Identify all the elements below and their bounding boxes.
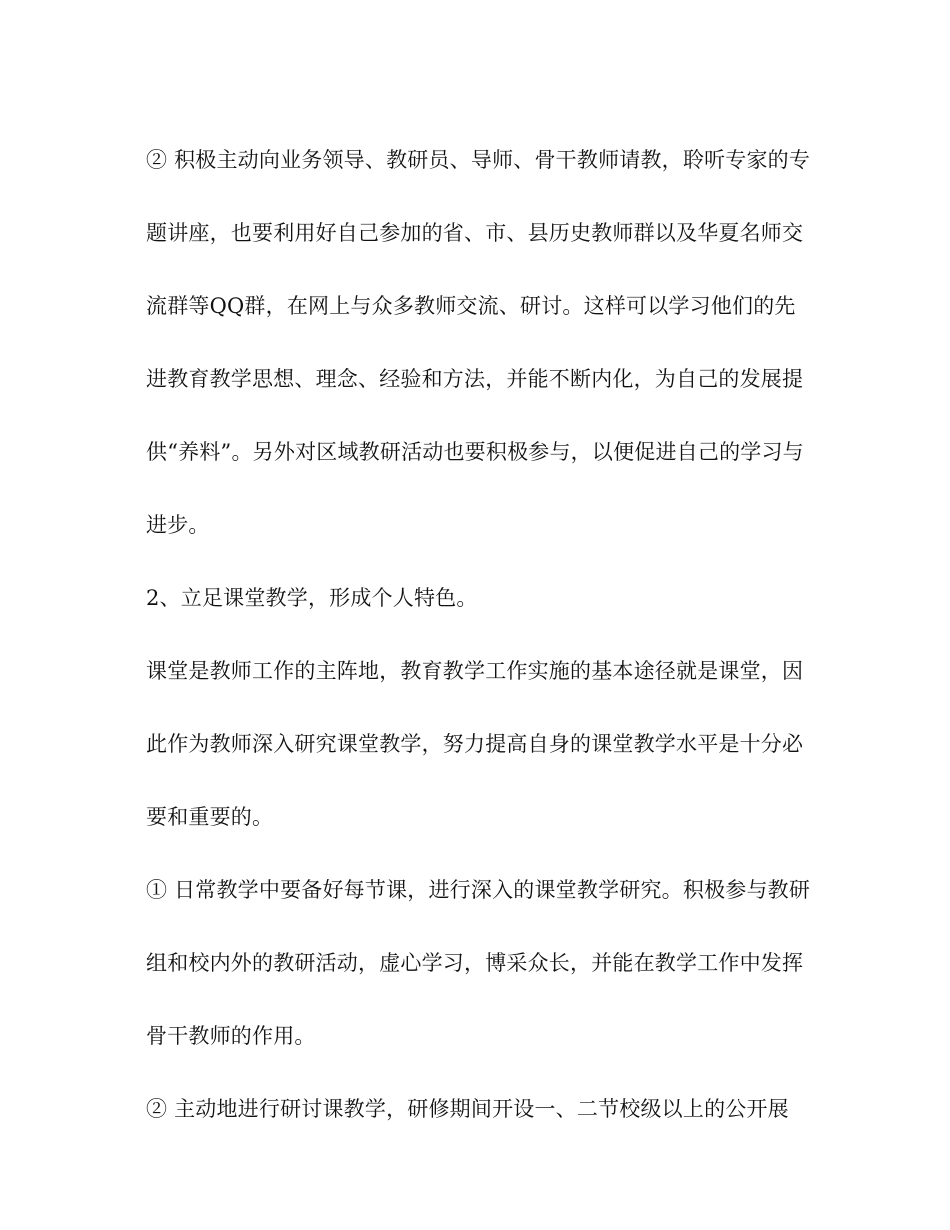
- paragraph-open-lessons: ② 主动地进行研讨课教学，研修期间开设一、二节校级以上的公开展: [146, 1097, 789, 1121]
- paragraph-classroom-importance: 课堂是教师工作的主阵地，教育教学工作实施的基本途径就是课堂，因此作为教师深入研究课堂教学，努力提高自身的课堂教学水平是十分必要和重要的。: [146, 659, 804, 829]
- paragraph-consult-experts: ② 积极主动向业务领导、教研员、导师、骨干教师请教，聆听专家的专题讲座，也要利用好自己参加的省、市、县历史教师群以及华夏名师交流群等QQ群，在网上与众多教师交流、研讨。这样可以学习他们的先进教育教学思想、理念、经验和方法，并能不断内化，为自己的发展提供“养料”。另外对区域教研活动也要积极参与，以便促进自己的学习与进步。: [146, 148, 811, 537]
- document-body: [146, 124, 816, 1146]
- paragraph-daily-teaching: ① 日常教学中要备好每节课，进行深入的课堂教学研究。积极参与教研组和校内外的教研活动，虚心学习，博采众长，并能在教学工作中发挥骨干教师的作用。: [146, 878, 811, 1048]
- section-heading-classroom-teaching: 2、立足课堂教学，形成个人特色。: [146, 586, 478, 610]
